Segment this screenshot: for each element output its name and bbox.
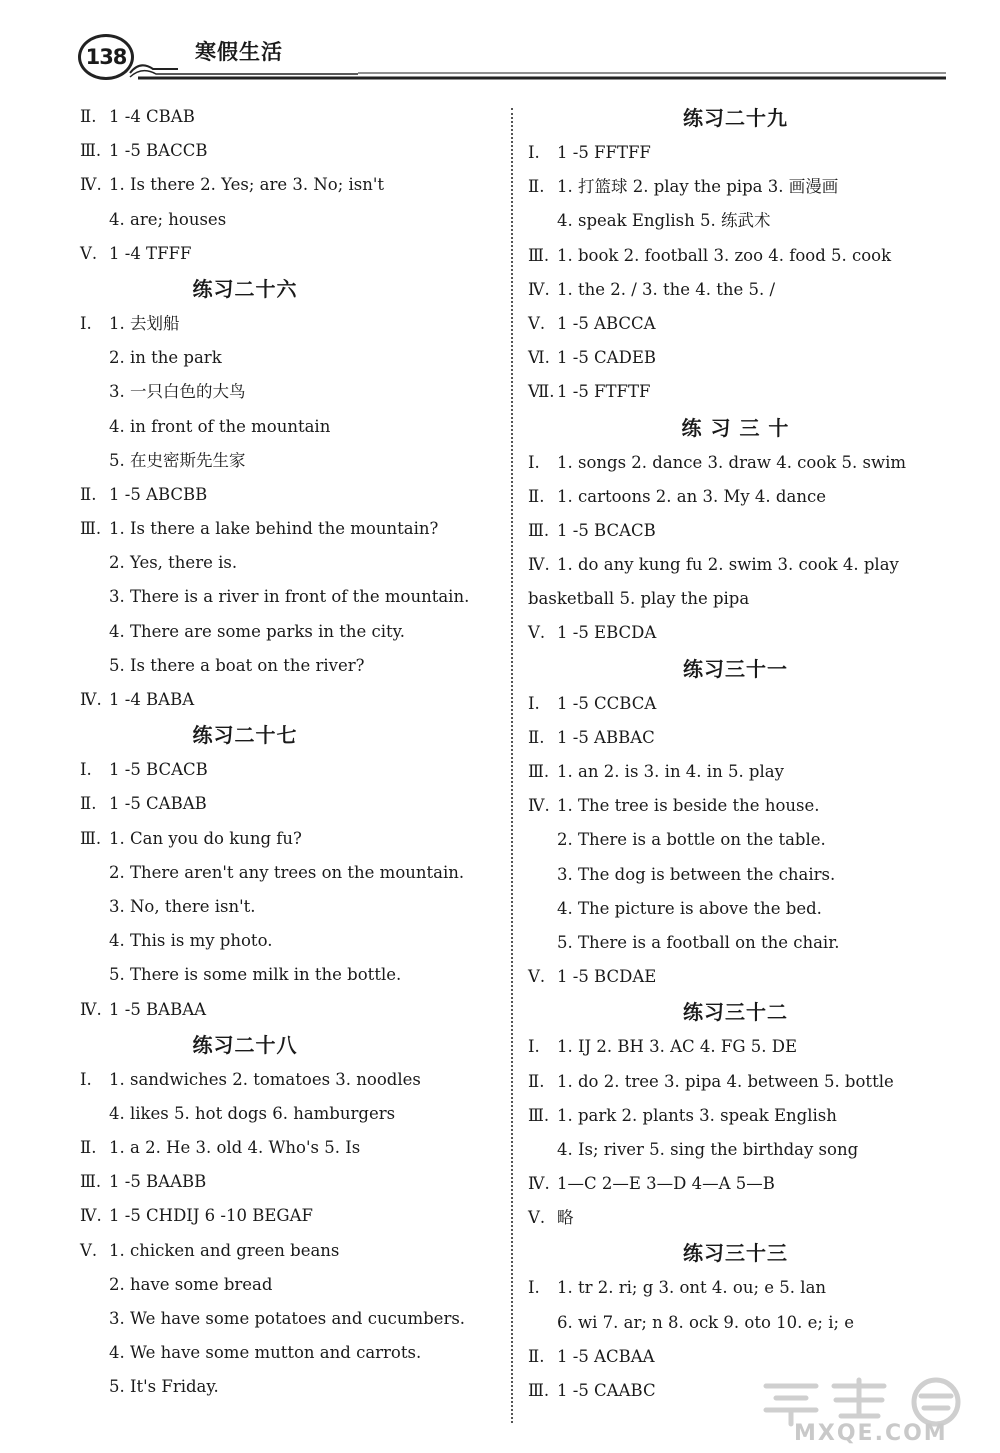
section-numeral: Ⅴ. [528, 967, 546, 987]
answer-line [528, 1340, 958, 1374]
answer-line [80, 890, 500, 924]
answer-text: 1. Can you do kung fu? [109, 828, 302, 848]
answer-line [528, 1133, 958, 1167]
answer-text: 1 -4 TFFF [109, 243, 192, 263]
answer-text: 4. speak English 5. 练武术 [557, 211, 771, 231]
section-numeral: Ⅱ. [528, 727, 545, 747]
section-heading: 练习二十六 [192, 276, 298, 301]
section-heading: 练习二十九 [683, 106, 788, 130]
section-numeral: Ⅰ. [80, 760, 92, 780]
answer-line [80, 924, 500, 958]
answer-text: 1. 去划船 [109, 313, 180, 333]
watermark-text: MXQE.COM [794, 1421, 948, 1446]
section-numeral: Ⅲ. [528, 1381, 550, 1400]
answer-text: 1—C 2—E 3—D 4—A 5—B [557, 1174, 775, 1194]
answer-text: 1 -5 ABBAC [557, 727, 655, 747]
section-numeral: Ⅰ. [80, 1069, 92, 1089]
answer-line [528, 341, 958, 375]
answer-text: 4. We have some mutton and carrots. [109, 1343, 422, 1363]
answer-line [80, 134, 500, 168]
section-heading: 练 习 三 十 [681, 415, 790, 440]
section-numeral: Ⅳ. [80, 690, 102, 709]
answer-line [528, 823, 958, 857]
section-numeral: Ⅱ. [528, 177, 545, 197]
answer-text: 1 -5 BAABB [109, 1172, 207, 1192]
answer-line [80, 341, 500, 375]
section-numeral: Ⅰ. [528, 1037, 540, 1057]
section-heading: 练习三十一 [683, 656, 788, 681]
answer-text: 1. cartoons 2. an 3. My 4. dance [557, 486, 826, 506]
answer-text: 1. an 2. is 3. in 4. in 5. play [557, 762, 784, 781]
page-number-badge: 138 [78, 34, 134, 80]
answer-line [80, 410, 500, 444]
answer-text: 4. likes 5. hot dogs 6. hamburgers [109, 1103, 396, 1123]
page-header [0, 0, 1000, 90]
section-numeral: Ⅴ. [528, 623, 546, 643]
section-numeral: Ⅱ. [528, 1071, 545, 1091]
answer-text: 5. Is there a boat on the river? [109, 655, 365, 675]
section-numeral: Ⅳ. [80, 999, 102, 1019]
answer-line [528, 273, 958, 307]
answer-line [80, 958, 500, 992]
left-answer-column [80, 100, 500, 1405]
answer-line [528, 582, 958, 616]
section-numeral: Ⅱ. [528, 486, 545, 506]
section-numeral: Ⅲ. [80, 141, 102, 161]
answer-line [80, 512, 500, 546]
answer-line [80, 1336, 500, 1370]
answer-line [80, 1302, 500, 1336]
answer-line [528, 858, 958, 892]
answer-line [80, 100, 500, 134]
answer-text: 1. IJ 2. BH 3. AC 4. FG 5. DE [557, 1037, 798, 1057]
section-numeral: Ⅲ. [528, 245, 550, 265]
header-rule [78, 58, 946, 82]
answer-line [528, 446, 958, 480]
section-heading: 练习三十二 [683, 1000, 788, 1025]
answer-text: 1. sandwiches 2. tomatoes 3. noodles [109, 1069, 421, 1089]
section-numeral: Ⅱ. [528, 1346, 545, 1366]
answer-text: 2. There aren't any trees on the mountain. [109, 862, 465, 882]
answer-text: 1. songs 2. dance 3. draw 4. cook 5. swim [557, 452, 907, 472]
answer-line [80, 444, 500, 478]
section-numeral: Ⅲ. [528, 762, 550, 781]
answer-text: 3. 一只白色的大鸟 [109, 382, 246, 402]
answer-line [80, 856, 500, 890]
section-numeral: Ⅲ. [80, 519, 102, 539]
answer-text: 2. have some bread [109, 1274, 273, 1294]
answer-line [528, 1271, 958, 1305]
section-numeral: Ⅰ. [80, 313, 92, 333]
answer-line [80, 1199, 500, 1233]
section-heading: 练习二十八 [192, 1032, 298, 1057]
answer-line [528, 1201, 958, 1235]
answer-text: 3. We have some potatoes and cucumbers. [109, 1309, 466, 1328]
answer-text: 1. park 2. plants 3. speak English [557, 1105, 837, 1125]
section-numeral: Ⅴ. [528, 313, 546, 333]
answer-text: 5. There is some milk in the bottle. [109, 965, 402, 985]
answer-text: 1 -5 CADEB [557, 348, 656, 368]
answer-text: 5. 在史密斯先生家 [109, 450, 246, 470]
answer-line [80, 307, 500, 341]
answer-text: 1 -5 ABCCA [557, 313, 656, 333]
answer-line [528, 480, 958, 514]
answer-line [80, 1131, 500, 1165]
answer-line [80, 649, 500, 683]
answer-line [528, 170, 958, 204]
answer-text: 5. It's Friday. [109, 1377, 219, 1397]
answer-line [80, 580, 500, 614]
answer-text: 1 -5 ABCBB [109, 484, 208, 504]
section-numeral: Ⅳ. [80, 175, 102, 195]
answer-line [528, 239, 958, 273]
answer-line [528, 789, 958, 823]
section-numeral: Ⅲ. [528, 520, 550, 540]
answer-line [528, 1099, 958, 1133]
answer-text: 1 -5 BACCB [109, 141, 208, 161]
answer-line [80, 546, 500, 580]
answer-line [80, 683, 500, 717]
answer-text: 3. There is a river in front of the mountain. [109, 587, 470, 607]
header-title: 寒假生活 [195, 40, 283, 64]
answer-text: 1 -5 EBCDA [557, 623, 657, 643]
answer-text: 3. No, there isn't. [109, 896, 256, 916]
section-numeral: Ⅳ. [528, 1174, 550, 1194]
answer-text: 1. do any kung fu 2. swim 3. cook 4. play [557, 555, 899, 575]
answer-line [528, 548, 958, 582]
answer-text: 1. a 2. He 3. old 4. Who's 5. Is [109, 1138, 361, 1158]
answer-text: 1 -5 BABAA [109, 999, 207, 1019]
answer-text: 4. Is; river 5. sing the birthday song [557, 1139, 859, 1159]
section-numeral: Ⅵ. [528, 348, 550, 368]
section-numeral: Ⅳ. [528, 279, 550, 299]
answer-text: 1. do 2. tree 3. pipa 4. between 5. bottle [557, 1071, 894, 1091]
answer-line [80, 753, 500, 787]
answer-line [528, 1306, 958, 1340]
answer-line [80, 1097, 500, 1131]
answer-text: 1 -5 BCDAE [557, 967, 657, 987]
answer-line [528, 375, 958, 409]
answer-text: basketball 5. play the pipa [528, 589, 750, 609]
answer-text: 1 -5 CHDIJ 6 -10 BEGAF [109, 1206, 313, 1226]
answer-line [80, 1370, 500, 1404]
section-numeral: Ⅰ. [528, 1278, 540, 1298]
answer-text: 1. The tree is beside the house. [557, 796, 820, 816]
answer-text: 3. The dog is between the chairs. [557, 864, 836, 884]
answer-line [80, 1268, 500, 1302]
answer-line [80, 993, 500, 1027]
answer-text: 5. There is a football on the chair. [557, 932, 840, 952]
answer-text: 1. tr 2. ri; g 3. ont 4. ou; e 5. lan [557, 1278, 827, 1298]
answer-text: 1 -5 BCACB [109, 760, 208, 780]
section-numeral: Ⅲ. [80, 828, 102, 848]
answer-line [80, 615, 500, 649]
answer-text: 1 -5 BCACB [557, 520, 656, 540]
answer-text: 略 [557, 1208, 574, 1228]
right-answer-column [528, 100, 958, 1408]
answer-text: 2. There is a bottle on the table. [557, 830, 826, 850]
section-numeral: Ⅱ. [80, 484, 97, 504]
answer-text: 1 -5 FTFTF [557, 382, 651, 402]
section-numeral: Ⅴ. [528, 1208, 546, 1228]
answer-text: 4. There are some parks in the city. [109, 621, 406, 641]
section-numeral: Ⅶ. [528, 382, 555, 402]
section-numeral: Ⅲ. [528, 1105, 550, 1125]
answer-text: 1 -5 CABAB [109, 794, 207, 814]
section-numeral: Ⅳ. [528, 796, 550, 816]
answer-text: 1. Is there 2. Yes; are 3. No; isn't [109, 175, 385, 195]
column-divider [511, 108, 513, 1423]
answer-line [528, 926, 958, 960]
answer-line [528, 1065, 958, 1099]
answer-line [80, 787, 500, 821]
answer-text: 4. are; houses [109, 209, 227, 229]
section-numeral: Ⅱ. [80, 794, 97, 814]
answer-text: 1. the 2. / 3. the 4. the 5. / [557, 279, 776, 299]
answer-line [80, 203, 500, 237]
answer-line [528, 960, 958, 994]
answer-line [528, 514, 958, 548]
answer-line [528, 1167, 958, 1201]
section-numeral: Ⅰ. [528, 693, 540, 713]
section-heading: 练习二十七 [192, 723, 298, 748]
answer-line [80, 1234, 500, 1268]
answer-line [80, 375, 500, 409]
answer-text: 6. wi 7. ar; n 8. ock 9. oto 10. e; i; e [557, 1312, 855, 1332]
answer-text: 1. book 2. football 3. zoo 4. food 5. cook [557, 245, 892, 265]
section-numeral: Ⅳ. [528, 555, 550, 575]
section-numeral: Ⅰ. [528, 452, 540, 472]
answer-text: 1 -5 CAABC [557, 1381, 656, 1400]
section-numeral: Ⅱ. [80, 107, 97, 126]
answer-line [528, 136, 958, 170]
section-numeral: Ⅴ. [80, 243, 98, 263]
answer-line [80, 168, 500, 202]
answer-text: 1 -4 BABA [109, 690, 195, 709]
section-heading: 练习三十三 [683, 1241, 788, 1266]
section-numeral: Ⅰ. [528, 143, 540, 162]
answer-line [80, 478, 500, 512]
section-numeral: Ⅴ. [80, 1240, 98, 1260]
answer-line [528, 307, 958, 341]
answer-text: 2. Yes, there is. [109, 553, 238, 573]
section-numeral: Ⅲ. [80, 1172, 102, 1192]
answer-text: 4. in front of the mountain [109, 416, 331, 436]
answer-text: 2. in the park [109, 348, 222, 368]
answer-text: 1 -5 ACBAA [557, 1346, 655, 1366]
answer-text: 1. 打篮球 2. play the pipa 3. 画漫画 [557, 177, 839, 197]
answer-line [528, 1030, 958, 1064]
answer-text: 1. chicken and green beans [109, 1240, 340, 1260]
answer-text: 1 -5 FFTFF [557, 143, 651, 162]
section-numeral: Ⅳ. [80, 1206, 102, 1226]
answer-line [528, 204, 958, 238]
answer-text: 4. This is my photo. [109, 931, 273, 951]
answer-line [528, 892, 958, 926]
answer-line [528, 755, 958, 789]
answer-line [528, 687, 958, 721]
answer-line [528, 616, 958, 650]
answer-text: 4. The picture is above the bed. [557, 898, 822, 918]
answer-line [80, 822, 500, 856]
answer-text: 1. Is there a lake behind the mountain? [109, 519, 439, 539]
answer-line [80, 1165, 500, 1199]
answer-line [80, 1063, 500, 1097]
answer-text: 1 -4 CBAB [109, 107, 195, 126]
answer-line [80, 237, 500, 271]
section-numeral: Ⅱ. [80, 1138, 97, 1158]
answer-text: 1 -5 CCBCA [557, 693, 657, 713]
answer-line [528, 721, 958, 755]
